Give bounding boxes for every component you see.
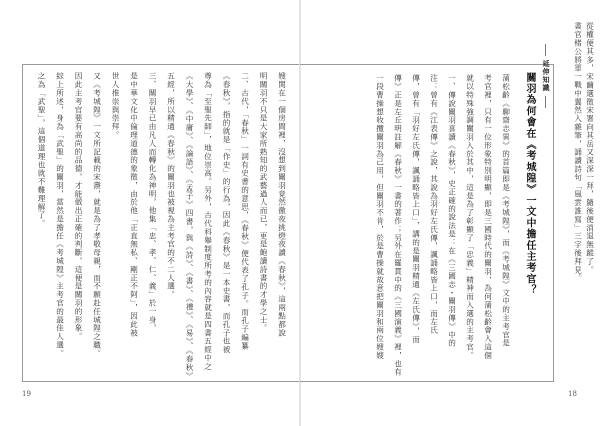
sidebar-column: 世人推崇與崇拜。 xyxy=(111,72,121,140)
story-column: 書官楮公將軍一戰中翼然入雜筆，誦讀詩句「風雲誰寫」三字後拜見。 xyxy=(573,22,583,283)
sidebar-column: 注：曾有《江表傳》之說，其說為羽好左氏傳，諷誦略皆上口，而左氏 xyxy=(429,74,439,335)
sidebar-column: 之為「武聖」，這個道理也就不難理解了。 xyxy=(37,72,47,228)
sidebar-column: 是中華文化中倫理道德的象徵，由於他「正直無私、剛正不阿」，因此被 xyxy=(129,72,139,337)
sidebar-column: 就以特殊強調關羽入於其中，這是為了彰顯了「忠義」精神而入選的主考官。 xyxy=(465,74,475,360)
sidebar-column: 一、傳說關羽喜讀《春秋》，史正確的說法是：在《三國志・關羽傳》中的 xyxy=(447,74,457,348)
page-number-right: 18 xyxy=(568,390,577,398)
sidebar-tag: 延伸知識 xyxy=(542,60,551,92)
sidebar-tag-rule-bottom xyxy=(545,96,546,108)
sidebar-column: 五經，所以精通《春秋》的關羽也被視為主考官的不二人選。 xyxy=(166,72,176,299)
sidebar-column: 《大學》、《中庸》、《論語》、《孟子》四書，與《詩》、《書》、《禮》、《易》、《春秋》 xyxy=(185,72,195,380)
story-column: 從權便其多，宋繭選徵宋署向其岳又深深一拜，隨後便消退無蹤了。 xyxy=(585,22,595,274)
sidebar-column: 又《考城隍》一文所記載的宋燾，就是為了孝敬母親，而不願赴任城隍之職。 xyxy=(92,72,102,358)
sidebar-column: 二、古代，「春秋」一詞有史書的意思，《春秋》便代表了孔子。而孔子編纂 xyxy=(240,72,250,350)
sidebar-frame-right xyxy=(300,64,554,382)
sidebar-column: 《春秋》，指的就是「作史」的行為，因此《春秋》是一本史書，而孔子也被 xyxy=(222,72,232,354)
sidebar-tag-rule-top xyxy=(545,44,546,56)
sidebar-column: 綜上所述，身為「武聖」的關羽，當然是擔任《考城隍》主考官的最佳人選。 xyxy=(55,72,65,358)
sidebar-column: 考官裡，只有一位形象特別明顯，即是三國時代的關羽，為何蒲松齡會入這個 xyxy=(483,74,493,360)
sidebar-column: 傳，曾有「羽好左氏傳，諷誦略皆上口」，講的是關羽精通《左氏傳》，而 xyxy=(411,74,421,344)
sidebar-column: 傳》正是左丘明註解《春秋》一書的著作；另外在羅貫中的《三國演義》裡，也有 xyxy=(393,74,403,377)
sidebar-column: 蒲松齡《聊齋志異》的首篇即是《考城隍》，而《考城隍》文中的主考官是 xyxy=(501,74,511,348)
sidebar-heading: 關羽為何會在《考城隍》一文中擔任主考官？ xyxy=(524,72,535,296)
sidebar-column: 三、關羽早已由凡人而轉化為神明，他集「忠、孝、仁、義」於一身， xyxy=(148,72,158,333)
page-number-left: 19 xyxy=(22,390,31,398)
sidebar-column: 一段曹操想收攬關羽為己用，但關羽不肯，於是曹操就故意把關羽和兩位嫂嫂 xyxy=(375,74,385,360)
sidebar-column: 因此主考官要有高尚的品德，才能做出正確的判斷，這便是關羽的形象。 xyxy=(74,72,84,341)
sidebar-column: 尊為「至聖先師」，地位崇高。另外，古代科舉制度所考的內容就是四書五經中之 xyxy=(203,72,213,371)
sidebar-column: 明關羽不只是大家所熟知的武藝過人而已，更是飽讀詩書的才學之士。 xyxy=(259,72,269,333)
sidebar-column: 嫂関在一個房間裡，沒想到關羽竟然徹夜挑燈夜讀《春秋》，這兩點都說 xyxy=(277,72,287,337)
right-page xyxy=(300,0,600,426)
